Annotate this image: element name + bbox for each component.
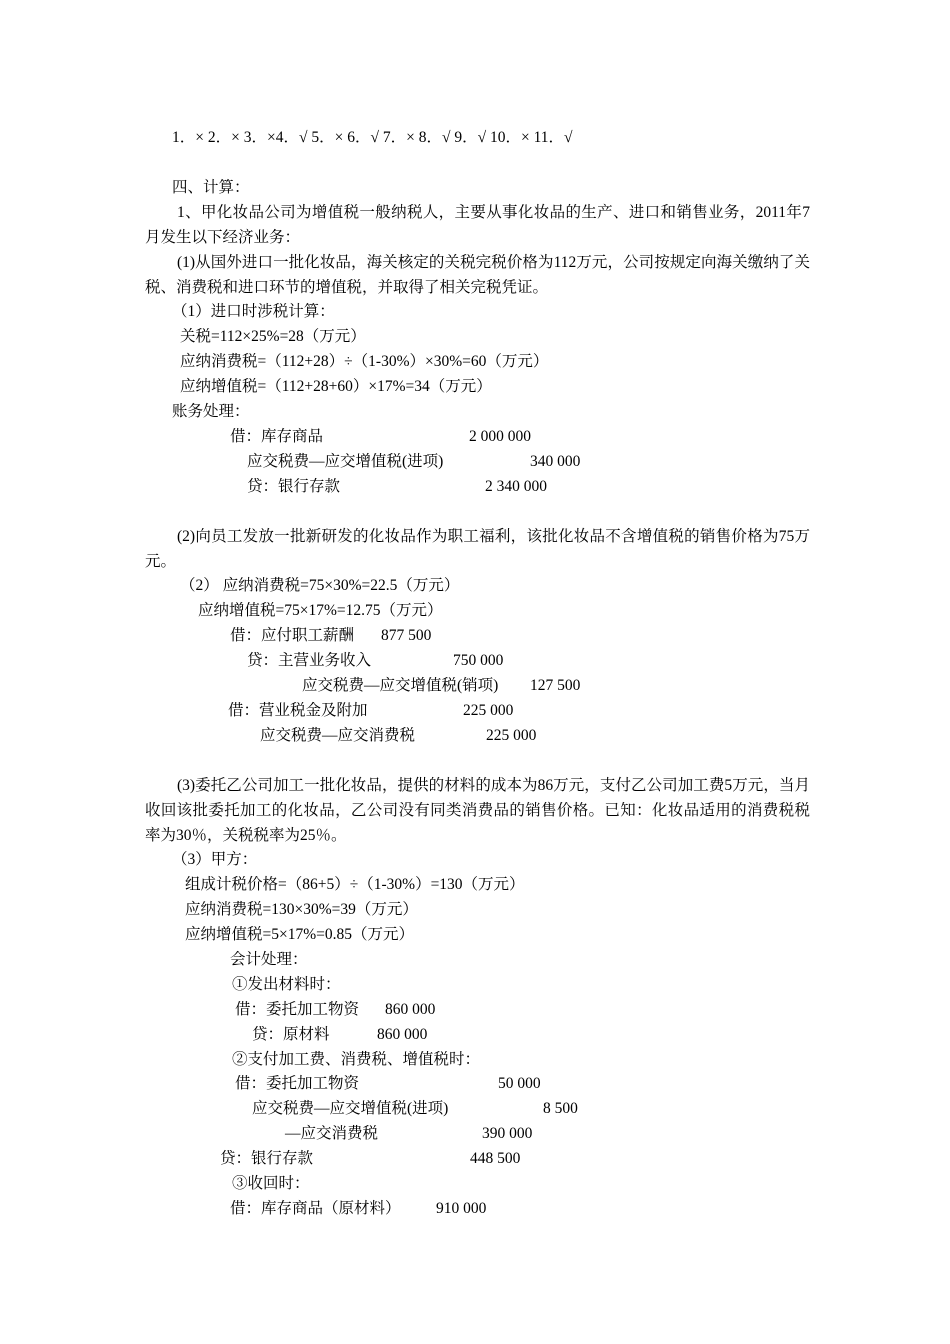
case3-vat: 应纳增值税=5×17%=0.85（万元） xyxy=(185,926,415,943)
case3-entry-account: 借：委托加工物资 xyxy=(235,1001,360,1018)
case2-entry-amount: 127 500 xyxy=(530,677,581,694)
case2-entry-account: 贷：主营业务收入 xyxy=(247,652,372,669)
case3-step2-label: ②支付加工费、消费税、增值税时： xyxy=(232,1051,481,1068)
case3-entry-account: 贷：原材料 xyxy=(252,1026,330,1043)
case3-entry-amount: 860 000 xyxy=(385,1001,436,1018)
case1-vat: 应纳增值税=（112+28+60）×17%=34（万元） xyxy=(180,378,492,395)
case1-consumption-tax: 应纳消费税=（112+28）÷（1-30%）×30%=60（万元） xyxy=(180,353,549,370)
case3-entry-account: 借：库存商品（原材料） xyxy=(230,1200,401,1217)
case1-heading: （1）进口时涉税计算： xyxy=(172,303,335,320)
case2-entry-amount: 225 000 xyxy=(463,702,514,719)
case1-entry-account: 贷：银行存款 xyxy=(247,478,341,495)
case3-step1-label: ①发出材料时： xyxy=(232,976,341,993)
case3-entry-amount: 910 000 xyxy=(436,1200,487,1217)
case3-entry-amount: 8 500 xyxy=(543,1100,578,1117)
intro-paragraph: 1、甲化妆品公司为增值税一般纳税人，主要从事化妆品的生产、进口和销售业务，2011年7月发生以下经济业务： xyxy=(145,204,810,246)
case2-consumption-tax: （2） 应纳消费税=75×30%=22.5（万元） xyxy=(180,577,460,594)
case3-entry-amount: 448 500 xyxy=(470,1150,521,1167)
case2-entry-account: 应交税费—应交消费税 xyxy=(260,727,416,744)
section-heading: 四、计算： xyxy=(172,179,250,196)
case3-accounting-label: 会计处理： xyxy=(230,951,308,968)
case3-taxable-price: 组成计税价格=（86+5）÷（1-30%）=130（万元） xyxy=(185,876,525,893)
case2-entry-amount: 877 500 xyxy=(381,627,432,644)
case3-heading: （3）甲方： xyxy=(172,851,258,868)
case3-step3-label: ③收回时： xyxy=(232,1175,310,1192)
case1-description: (1)从国外进口一批化妆品，海关核定的关税完税价格为112万元，公司按规定向海关缴纳了关税、消费税和进口环节的增值税，并取得了相关完税凭证。 xyxy=(145,254,810,296)
answer-key-line: 1．× 2．× 3．×4．√ 5．× 6．√ 7．× 8．√ 9．√ 10．× 11．√ xyxy=(172,129,573,146)
case2-entry-account: 借：应付职工薪酬 xyxy=(230,627,355,644)
case3-entry-amount: 390 000 xyxy=(482,1125,533,1142)
case1-entry-amount: 2 000 000 xyxy=(469,428,531,445)
case3-entry-account: —应交消费税 xyxy=(285,1125,379,1142)
case3-entry-account: 应交税费—应交增值税(进项) xyxy=(252,1100,449,1117)
case2-vat: 应纳增值税=75×17%=12.75（万元） xyxy=(198,602,443,619)
case3-entry-amount: 50 000 xyxy=(498,1075,541,1092)
case1-customs-duty: 关税=112×25%=28（万元） xyxy=(180,328,366,345)
case3-description: (3)委托乙公司加工一批化妆品，提供的材料的成本为86万元，支付乙公司加工费5万元，当月收回该批委托加工的化妆品，乙公司没有同类消费品的销售价格。已知：化妆品适用的消费税税率为30％，关税税率为25％。 xyxy=(145,777,810,844)
case1-entry-amount: 2 340 000 xyxy=(485,478,547,495)
case2-entry-amount: 225 000 xyxy=(486,727,537,744)
case1-accounting-label: 账务处理： xyxy=(172,403,250,420)
case1-entry-account: 应交税费—应交增值税(进项) xyxy=(247,453,444,470)
case2-description: (2)向员工发放一批新研发的化妆品作为职工福利，该批化妆品不含增值税的销售价格为75万元。 xyxy=(145,528,810,570)
case1-entry-amount: 340 000 xyxy=(530,453,581,470)
case2-entry-account: 应交税费—应交增值税(销项) xyxy=(302,677,499,694)
case3-entry-amount: 860 000 xyxy=(377,1026,428,1043)
case3-consumption-tax: 应纳消费税=130×30%=39（万元） xyxy=(185,901,418,918)
case1-entry-account: 借：库存商品 xyxy=(230,428,324,445)
case3-entry-account: 借：委托加工物资 xyxy=(235,1075,360,1092)
case2-entry-account: 借：营业税金及附加 xyxy=(228,702,368,719)
case2-entry-amount: 750 000 xyxy=(453,652,504,669)
case3-entry-account: 贷：银行存款 xyxy=(220,1150,314,1167)
